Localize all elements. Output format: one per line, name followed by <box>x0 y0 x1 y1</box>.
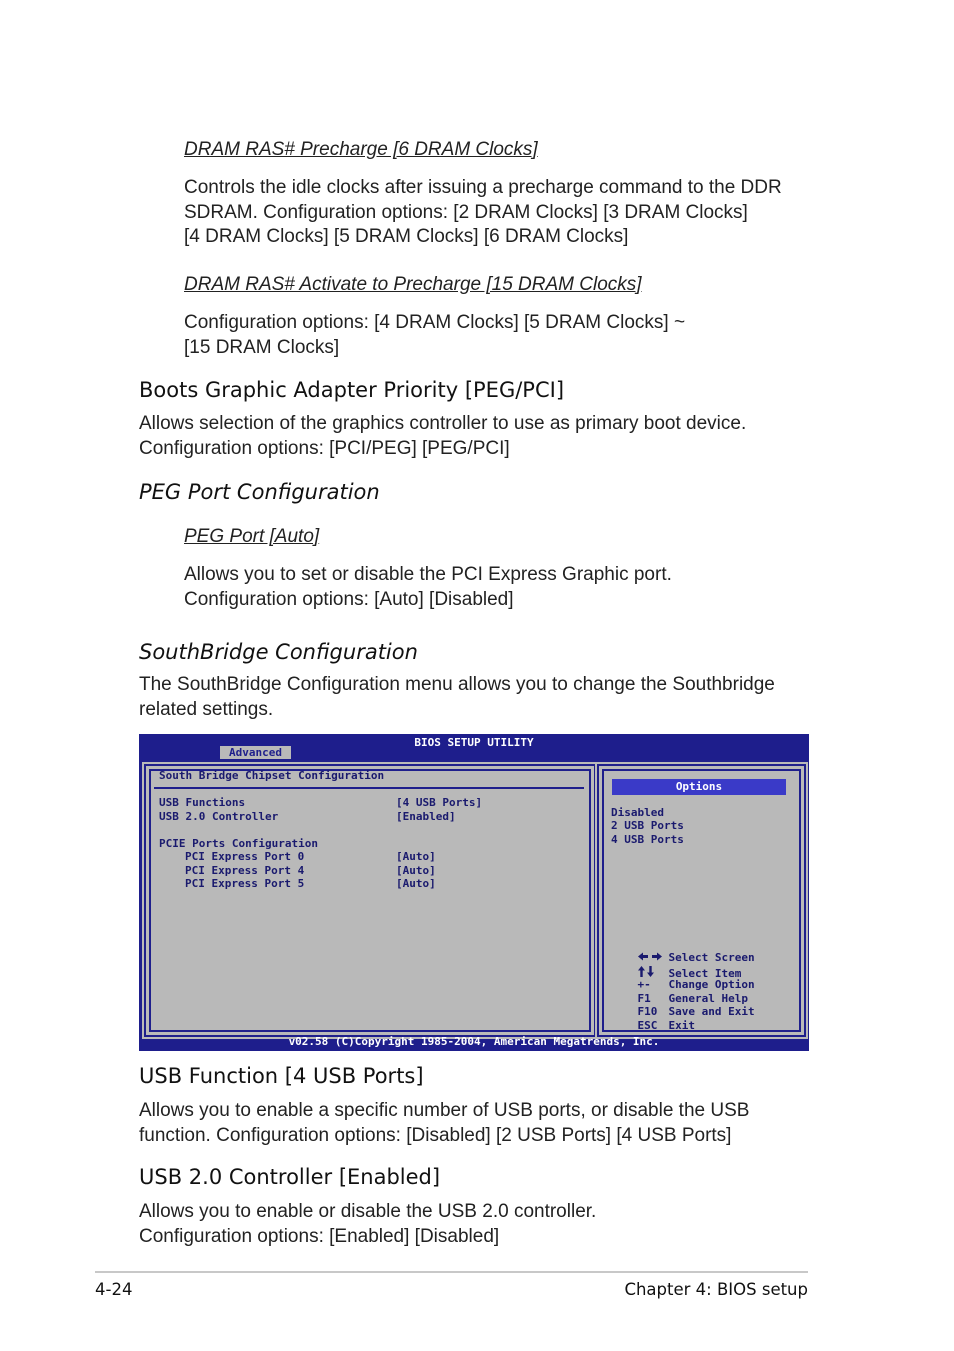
nav-label: Select Item <box>668 967 742 980</box>
bios-item-pcie-port-4[interactable]: PCI Express Port 4 <box>185 864 305 877</box>
nav-exit <box>611 1006 695 1032</box>
nav-change-option <box>611 965 755 991</box>
bios-screenshot <box>139 734 809 1051</box>
text-line: SDRAM. Configuration options: [2 DRAM Clocks] [3 DRAM Clocks] <box>184 201 748 223</box>
usb-function-description <box>139 1099 749 1148</box>
nav-key: ESC <box>637 1019 658 1032</box>
text-line: Configuration options: [Enabled] [Disabled] <box>139 1225 500 1247</box>
text-line: Allows you to enable a specific number of USB ports, or disable the USB <box>139 1100 750 1121</box>
nav-key: F10 <box>637 1005 658 1018</box>
pcie-header: PCIE Ports Configuration <box>159 837 318 850</box>
text-line: Allows you to set or disable the PCI Express Graphic port. <box>184 564 672 585</box>
usb-controller-heading: USB 2.0 Controller [Enabled] <box>139 1165 441 1189</box>
nav-general-help <box>611 979 748 1005</box>
options-header: Options <box>612 779 786 795</box>
chapter-label: Chapter 4: BIOS setup <box>624 1280 808 1299</box>
item-label: USB 2.0 Controller <box>159 810 279 823</box>
text-line: The SouthBridge Configuration menu allows you to change the Southbridge <box>139 674 775 695</box>
ras-precharge-description <box>184 176 782 250</box>
item-label: USB Functions <box>159 796 246 809</box>
text-line: function. Configuration options: [Disabled] [2 USB Ports] [4 USB Ports] <box>139 1124 732 1146</box>
panel-divider <box>154 787 584 789</box>
text-line: related settings. <box>139 698 274 720</box>
bios-value-usb-functions[interactable]: [4 USB Ports] <box>396 796 483 809</box>
text-line: Configuration options: [PCI/PEG] [PEG/PCI] <box>139 437 510 459</box>
nav-label: Exit <box>668 1019 695 1032</box>
bios-footer: v02.58 (C)Copyright 1985-2004, American Megatrends, Inc. <box>288 1035 660 1048</box>
southbridge-heading: SouthBridge Configuration <box>139 640 418 664</box>
tab-advanced[interactable]: Advanced <box>220 746 291 759</box>
nav-select-screen <box>611 938 755 964</box>
southbridge-description <box>139 673 775 722</box>
ras-activate-description <box>184 311 685 360</box>
peg-port-title: PEG Port [Auto] <box>184 526 320 547</box>
nav-label: Select Screen <box>668 951 755 964</box>
bios-item-pcie-port-0[interactable]: PCI Express Port 0 <box>185 850 305 863</box>
option-2-usb-ports[interactable]: 2 USB Ports <box>611 819 684 832</box>
nav-key: +- <box>637 978 651 991</box>
text-line: Configuration options: [Auto] [Disabled] <box>184 588 514 610</box>
bios-value-pcie-port-4[interactable]: [Auto] <box>396 864 436 877</box>
nav-label: Change Option <box>668 978 755 991</box>
bios-item-usb-controller[interactable] <box>159 810 278 824</box>
option-4-usb-ports[interactable]: 4 USB Ports <box>611 833 684 846</box>
text-line: Allows selection of the graphics controller to use as primary boot device. <box>139 413 747 434</box>
bios-value-pcie-port-5[interactable]: [Auto] <box>396 877 436 890</box>
nav-label: Save and Exit <box>668 1005 755 1018</box>
nav-save-exit <box>611 992 755 1018</box>
page-number: 4-24 <box>95 1280 133 1299</box>
text-line: Configuration options: [4 DRAM Clocks] [5 DRAM Clocks] ~ <box>184 312 686 333</box>
ras-precharge-title: DRAM RAS# Precharge [6 DRAM Clocks] <box>184 139 538 160</box>
bios-item-pcie-port-5[interactable]: PCI Express Port 5 <box>185 877 305 890</box>
ras-activate-title: DRAM RAS# Activate to Precharge [15 DRAM Clocks] <box>184 274 642 295</box>
peg-port-description <box>184 563 672 612</box>
text-line: Controls the idle clocks after issuing a precharge command to the DDR <box>184 177 782 198</box>
nav-key: F1 <box>637 992 651 1005</box>
bios-value-usb-controller[interactable]: [Enabled] <box>396 810 456 823</box>
footer-divider <box>95 1271 808 1273</box>
panel-title: South Bridge Chipset Configuration <box>159 769 385 782</box>
text-line: [4 DRAM Clocks] [5 DRAM Clocks] [6 DRAM Clocks] <box>184 226 629 247</box>
bios-item-usb-functions[interactable] <box>159 796 245 810</box>
bios-value-pcie-port-0[interactable]: [Auto] <box>396 850 436 863</box>
text-line: Allows you to enable or disable the USB 2.0 controller. <box>139 1201 597 1222</box>
usb-function-heading: USB Function [4 USB Ports] <box>139 1064 424 1088</box>
boots-graphic-heading: Boots Graphic Adapter Priority [PEG/PCI] <box>139 378 565 402</box>
boots-graphic-description <box>139 412 746 461</box>
text-line: [15 DRAM Clocks] <box>184 336 340 358</box>
option-disabled[interactable]: Disabled <box>611 806 664 819</box>
bios-title: BIOS SETUP UTILITY <box>414 736 534 749</box>
peg-config-heading: PEG Port Configuration <box>139 480 380 504</box>
usb-controller-description <box>139 1200 596 1249</box>
nav-label: General Help <box>668 992 748 1005</box>
